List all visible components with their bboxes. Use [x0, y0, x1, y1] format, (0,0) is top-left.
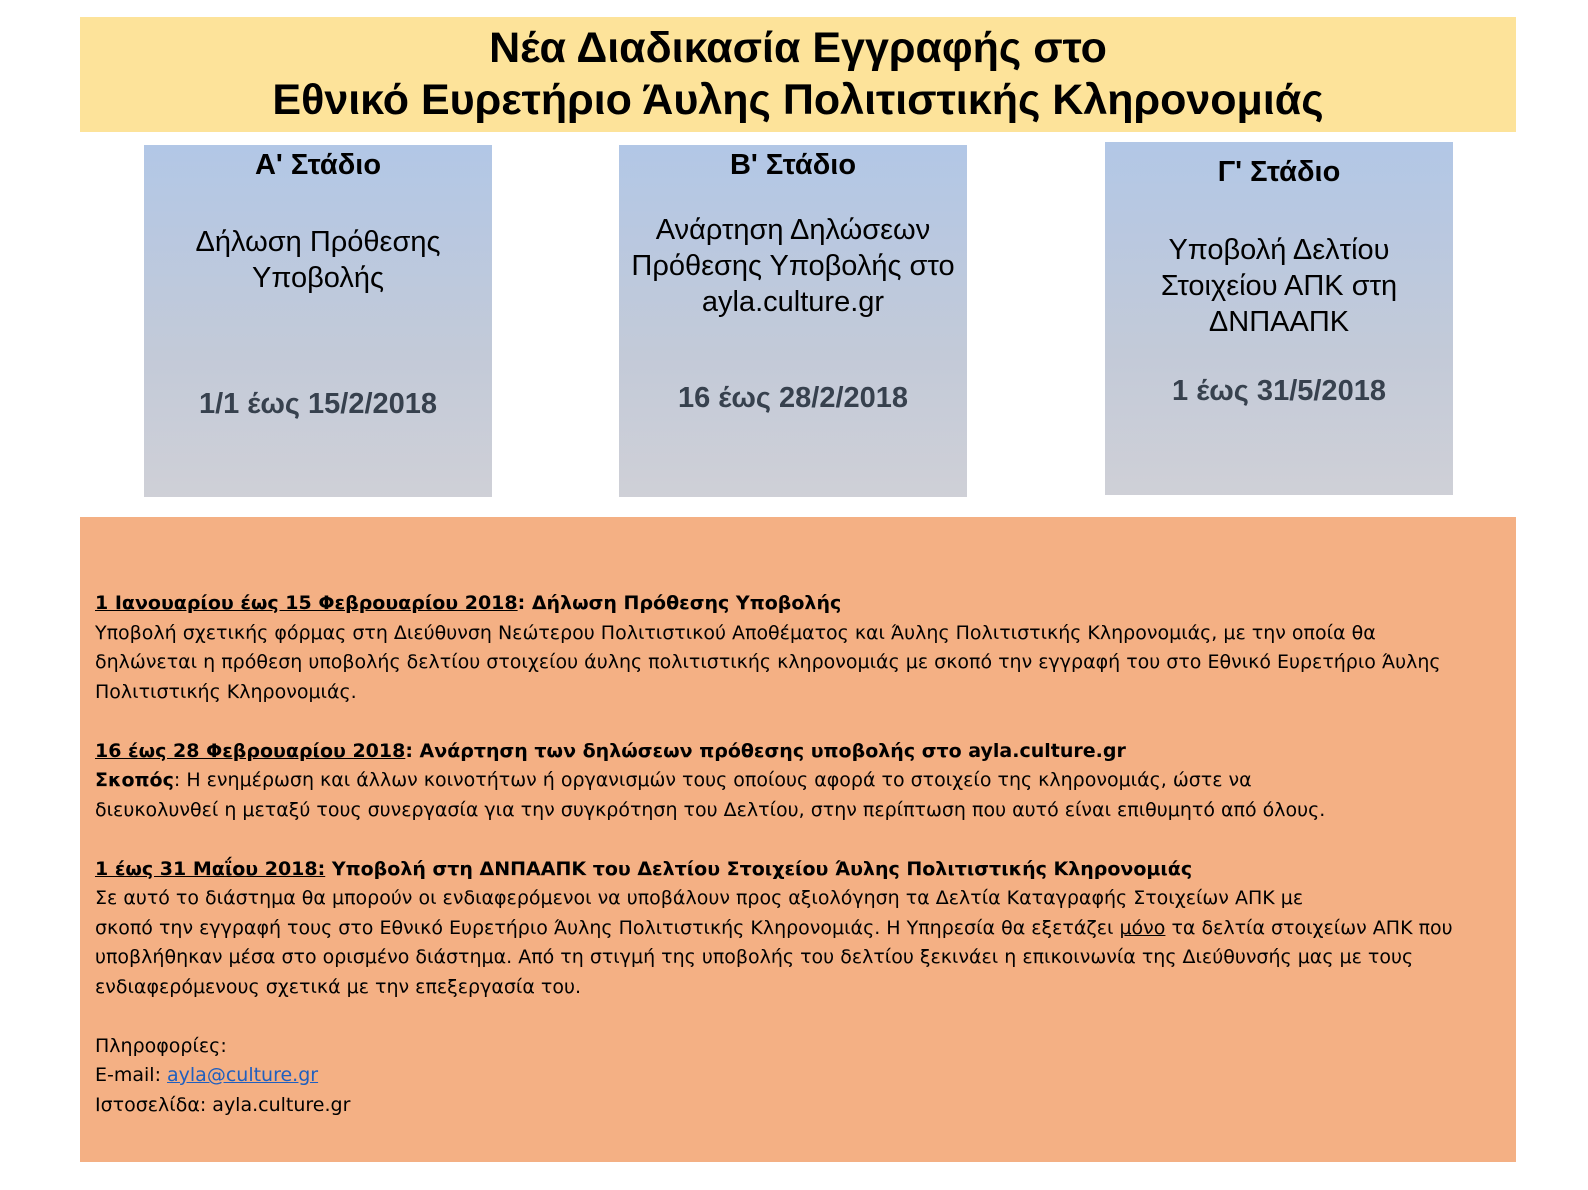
stage-a-desc-line-2: Υποβολής: [252, 262, 384, 294]
stage-b-title: Β' Στάδιο: [729, 149, 857, 181]
stage-b-card: [619, 145, 967, 497]
section-1-date: 1 Ιανουαρίου έως 15 Φεβρουαρίου 2018: [95, 592, 518, 614]
section-3-line-2-part-a: σκοπό την εγγραφή τους στο Εθνικό Ευρετήριο Άυλης Πολιτιστικής Κληρονομιάς. Η Υπηρεσία θα εξετάζει: [95, 916, 1120, 939]
section-3-line-2: [95, 914, 1515, 944]
section-3-line-4: ενδιαφερόμενους σχετικά με την επεξεργασία του.: [95, 975, 581, 998]
section-2-title: : Ανάρτηση των δηλώσεων πρόθεσης υποβολής στο ayla.culture.gr: [405, 739, 1126, 762]
stage-a-desc-line-1: Δήλωση Πρόθεσης: [195, 226, 441, 258]
contact-email-row: [95, 1061, 1515, 1091]
section-2-line-1: [95, 766, 1515, 796]
section-3-line-1: Σε αυτό το διάστημα θα μπορούν οι ενδιαφερόμενοι να υποβάλουν προς αξιολόγηση τα Δελτία Καταγραφής Στοιχείων ΑΠΚ με: [95, 887, 1304, 909]
stage-c-dates: 1 έως 31/5/2018: [1172, 375, 1386, 407]
stage-a-title: Α' Στάδιο: [254, 149, 382, 181]
section-3-line-3: υποβλήθηκαν μέσα στο ορισμένο διάστημα. Από τη στιγμή της υποβολής του δελτίου ξεκινάει η επικοινωνία της Διεύθυνσής μας με τους: [95, 946, 1414, 968]
website-text: ayla.culture.gr: [212, 1093, 351, 1116]
section-1-line-2: δηλώνεται η πρόθεση υποβολής δελτίου στοιχείου άυλης πολιτιστικής κληρονομιάς με σκοπό την εγγραφή του στο Εθνικό Ευρετήριο Άυλης: [95, 651, 1441, 673]
stage-c-desc-line-3: ΔΝΠΑΑΠΚ: [1208, 306, 1350, 338]
stage-a-card: [144, 145, 492, 497]
website-label: Ιστοσελίδα:: [95, 1093, 213, 1116]
section-3-date: 1 έως 31 Μαΐου 2018:: [95, 857, 326, 880]
section-3-line-2-part-c: τα δελτία στοιχείων ΑΠΚ που: [1165, 916, 1453, 939]
page-title-line-1: Νέα Διαδικασία Εγγραφής στο: [489, 24, 1107, 72]
section-1-line-3: Πολιτιστικής Κληρονομιάς.: [95, 680, 357, 703]
section-2-line-2: διευκολυνθεί η μεταξύ τους συνεργασία για την συγκρότηση του Δελτίου, στην περίπτωση που αυτό είναι επιθυμητό από όλους.: [95, 798, 1326, 821]
stage-b-desc-line-2: Πρόθεσης Υποβολής στο: [631, 250, 955, 282]
info-content: [95, 589, 1515, 1120]
section-1-heading: [95, 589, 1515, 619]
section-2-purpose-text: : Η ενημέρωση και άλλων κοινοτήτων ή οργανισμών τους οποίους αφορά το στοιχείο της κληρονομιάς, ώστε να: [173, 769, 1252, 791]
stage-c-card: [1105, 142, 1453, 495]
contact-label: Πληροφορίες:: [95, 1034, 227, 1057]
section-2-heading: [95, 737, 1515, 767]
stage-c-desc-line-1: Υποβολή Δελτίου: [1168, 234, 1390, 266]
stage-b-dates: 16 έως 28/2/2018: [677, 382, 909, 414]
section-3-heading: [95, 855, 1515, 885]
stage-b-desc-line-3: ayla.culture.gr: [701, 286, 885, 318]
section-1-line-1: Υποβολή σχετικής φόρμας στη Διεύθυνση Νεώτερου Πολιτιστικού Αποθέματος και Άυλης Πολιτιστικής Κληρονομιάς, με την οποία θα: [95, 621, 1376, 644]
stage-c-title: Γ' Στάδιο: [1217, 156, 1341, 188]
section-1-title: : Δήλωση Πρόθεσης Υποβολής: [517, 592, 842, 614]
stage-b-desc-line-1: Ανάρτηση Δηλώσεων: [655, 214, 931, 246]
stage-c-desc-line-2: Στοιχείου ΑΠΚ στη: [1160, 270, 1398, 302]
info-panel: [80, 517, 1516, 1162]
stage-a-dates: 1/1 έως 15/2/2018: [198, 388, 438, 420]
email-link[interactable]: ayla@culture.gr: [167, 1064, 319, 1086]
section-2-date: 16 έως 28 Φεβρουαρίου 2018: [95, 739, 406, 762]
section-3-title: Υποβολή στη ΔΝΠΑΑΠΚ του Δελτίου Στοιχείου Άυλης Πολιτιστικής Κληρονομιάς: [325, 857, 1193, 880]
page-title-line-2: Εθνικό Ευρετήριο Άυλης Πολιτιστικής Κληρονομιάς: [272, 76, 1324, 124]
section-2-purpose-label: Σκοπός: [95, 769, 174, 791]
section-3-emphasis: μόνο: [1119, 916, 1166, 939]
contact-website-row: [95, 1091, 1515, 1121]
title-banner: [80, 17, 1516, 132]
email-label: E-mail:: [95, 1064, 168, 1086]
